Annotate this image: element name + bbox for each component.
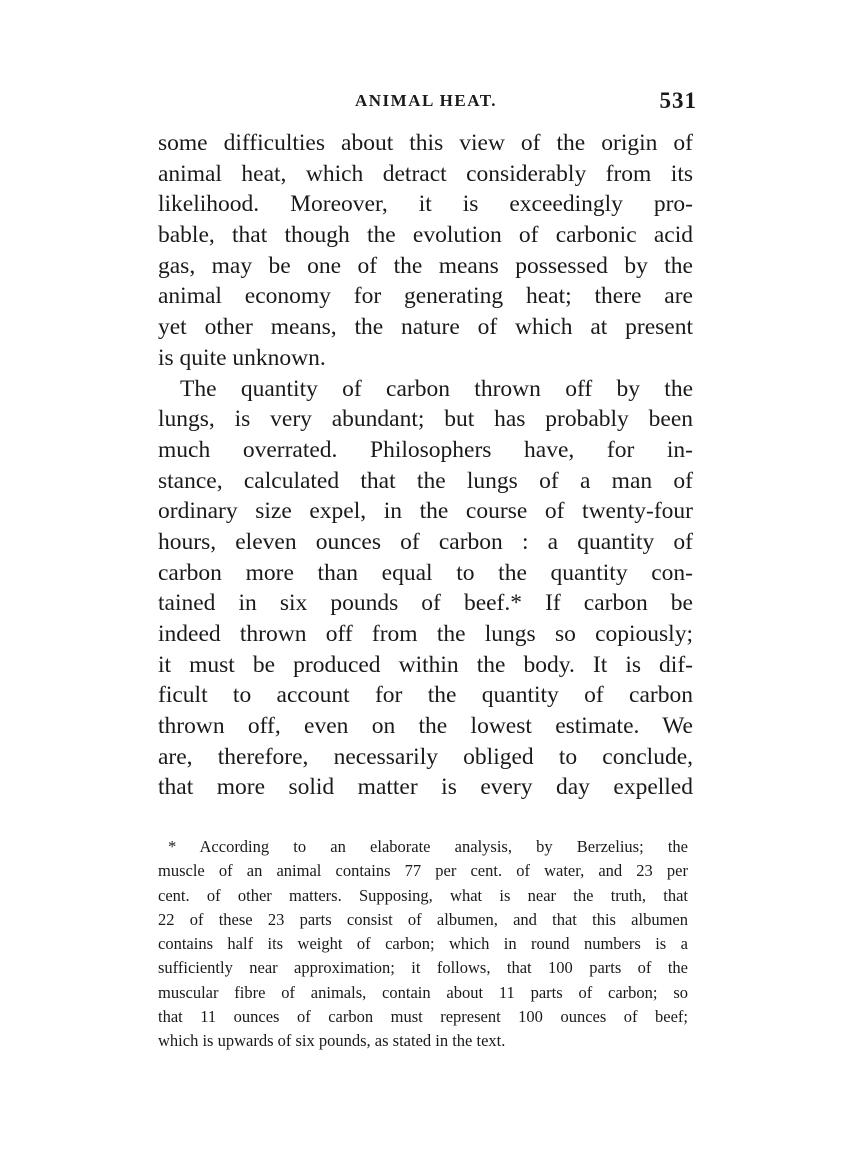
text-line: tained in six pounds of beef.* If carbon be bbox=[158, 590, 693, 617]
text-line: is quite unknown. bbox=[158, 344, 326, 371]
text-line: much overrated. Philosophers have, for in- bbox=[158, 436, 693, 463]
text-line: thrown off, even on the lowest estimate. We bbox=[158, 713, 693, 740]
text-line: likelihood. Moreover, it is exceedingly pro- bbox=[158, 191, 693, 218]
text-line: it must be produced within the body. It is dif- bbox=[158, 651, 693, 678]
page-number: 531 bbox=[659, 88, 697, 113]
footnote-line: * According to an elaborate analysis, by Berzelius; the bbox=[168, 837, 688, 856]
text-line: animal economy for generating heat; there are bbox=[158, 283, 693, 310]
footnote bbox=[158, 835, 688, 1054]
footnote-line: cent. of other matters. Supposing, what is near the truth, that bbox=[158, 885, 688, 905]
text-line: animal heat, which detract considerably from its bbox=[158, 160, 693, 187]
text-line: that more solid matter is every day expelled bbox=[158, 774, 693, 801]
body-text bbox=[158, 128, 693, 803]
text-line: gas, may be one of the means possessed by the bbox=[158, 252, 693, 279]
text-line: ficult to account for the quantity of carbon bbox=[158, 682, 693, 709]
footnote-line: which is upwards of six pounds, as stated in the text. bbox=[158, 1031, 506, 1051]
text-line: are, therefore, necessarily obliged to conclude, bbox=[158, 743, 693, 770]
text-line: indeed thrown off from the lungs so copiously; bbox=[158, 621, 693, 647]
text-line: some difficulties about this view of the origin of bbox=[158, 130, 693, 156]
text-line: bable, that though the evolution of carbonic acid bbox=[158, 222, 693, 249]
footnote-line: 22 of these 23 parts consist of albumen, and that this albumen bbox=[158, 909, 688, 929]
running-head bbox=[160, 88, 697, 118]
running-head-title: ANIMAL HEAT. bbox=[355, 91, 498, 110]
footnote-line: sufficiently near approximation; it follows, that 100 parts of the bbox=[158, 958, 688, 978]
text-line: hours, eleven ounces of carbon : a quantity of bbox=[158, 528, 693, 555]
footnote-line: contains half its weight of carbon; which in round numbers is a bbox=[158, 934, 688, 954]
footnote-line: muscular fibre of animals, contain about 11 parts of carbon; so bbox=[158, 982, 688, 1002]
text-line: ordinary size expel, in the course of twenty-four bbox=[158, 498, 693, 525]
text-line: carbon more than equal to the quantity con- bbox=[158, 559, 693, 586]
footnote-line: that 11 ounces of carbon must represent 100 ounces of beef; bbox=[158, 1007, 688, 1027]
text-line: The quantity of carbon thrown off by the bbox=[180, 375, 693, 402]
text-line: stance, calculated that the lungs of a man of bbox=[158, 467, 693, 494]
footnote-line: muscle of an animal contains 77 per cent. of water, and 23 per bbox=[158, 861, 688, 881]
text-line: lungs, is very abundant; but has probably been bbox=[158, 406, 693, 433]
text-line: yet other means, the nature of which at present bbox=[158, 314, 693, 341]
